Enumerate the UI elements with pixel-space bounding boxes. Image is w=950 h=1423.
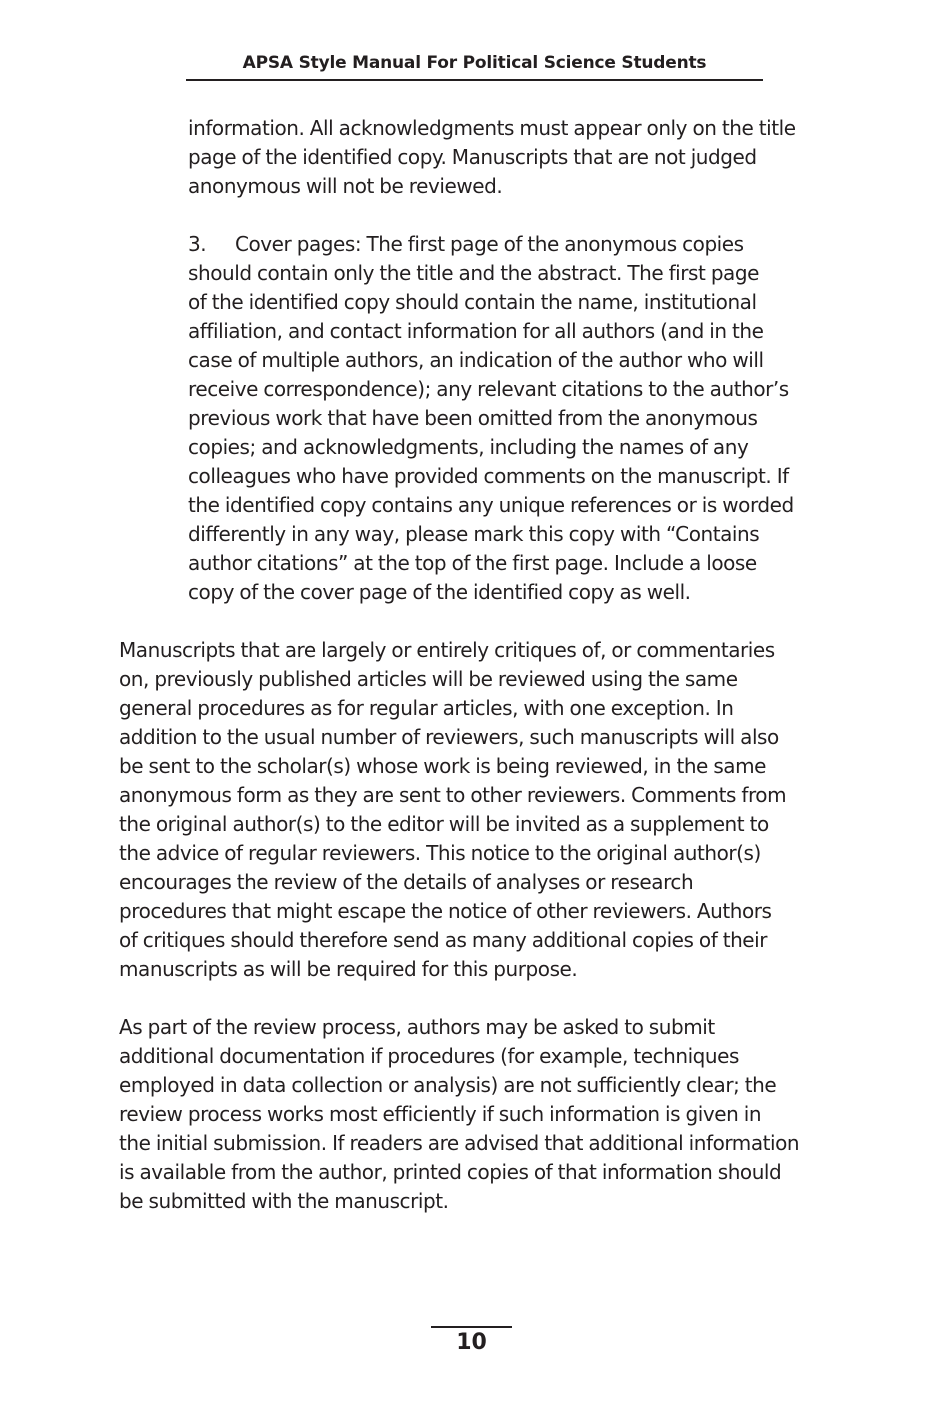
- text-line: copy of the cover page of the identified copy as well.: [188, 580, 691, 604]
- text-line: additional documentation if procedures (for example, techniques: [119, 1044, 739, 1068]
- text-line: copies; and acknowledgments, including the names of any: [188, 435, 749, 459]
- text-line: is available from the author, printed copies of that information should: [119, 1160, 782, 1184]
- text-line: anonymous form as they are sent to other reviewers. Comments from: [119, 783, 787, 807]
- text-line: page of the identified copy. Manuscripts that are not judged: [188, 145, 757, 169]
- text-line: receive correspondence); any relevant citations to the author’s: [188, 377, 789, 401]
- continued-paragraph: [188, 114, 796, 201]
- text-line: the original author(s) to the editor will be invited as a supplement to: [119, 812, 769, 836]
- list-item-cover-pages: [188, 230, 794, 607]
- running-header-title: APSA Style Manual For Political Science Students: [242, 53, 707, 73]
- text-line: be sent to the scholar(s) whose work is being reviewed, in the same: [119, 754, 766, 778]
- paragraph-review-process: [119, 1013, 799, 1216]
- text-line: case of multiple authors, an indication of the author who will: [188, 348, 764, 372]
- text-line: addition to the usual number of reviewers, such manuscripts will also: [119, 725, 779, 749]
- text-line: be submitted with the manuscript.: [119, 1189, 449, 1213]
- text-line: Cover pages: The first page of the anonymous copies: [235, 232, 744, 256]
- text-line: of critiques should therefore send as many additional copies of their: [119, 928, 768, 952]
- text-line: the advice of regular reviewers. This notice to the original author(s): [119, 841, 761, 865]
- text-line: anonymous will not be reviewed.: [188, 174, 503, 198]
- text-line: information. All acknowledgments must appear only on the title: [188, 116, 796, 140]
- text-line: Manuscripts that are largely or entirely critiques of, or commentaries: [119, 638, 775, 662]
- list-item-first-line: [188, 230, 794, 259]
- text-line: procedures that might escape the notice of other reviewers. Authors: [119, 899, 772, 923]
- text-line: should contain only the title and the abstract. The first page: [188, 261, 759, 285]
- list-item-number: 3.: [188, 232, 207, 256]
- text-line: author citations” at the top of the first page. Include a loose: [188, 551, 757, 575]
- text-line: colleagues who have provided comments on the manuscript. If: [188, 464, 789, 488]
- page-number: 10: [456, 1330, 487, 1355]
- text-line: the initial submission. If readers are advised that additional information: [119, 1131, 800, 1155]
- text-line: employed in data collection or analysis) are not sufficiently clear; the: [119, 1073, 777, 1097]
- text-line: affiliation, and contact information for all authors (and in the: [188, 319, 764, 343]
- text-line: general procedures as for regular articles, with one exception. In: [119, 696, 734, 720]
- text-line: As part of the review process, authors may be asked to submit: [119, 1015, 715, 1039]
- text-line: manuscripts as will be required for this purpose.: [119, 957, 578, 981]
- text-line: differently in any way, please mark this copy with “Contains: [188, 522, 760, 546]
- footer-rule: [431, 1326, 512, 1328]
- paragraph-critiques: [119, 636, 786, 984]
- text-line: on, previously published articles will be reviewed using the same: [119, 667, 738, 691]
- text-line: previous work that have been omitted from the anonymous: [188, 406, 758, 430]
- text-line: of the identified copy should contain the name, institutional: [188, 290, 757, 314]
- text-line: encourages the review of the details of analyses or research: [119, 870, 694, 894]
- header-rule: [186, 79, 763, 81]
- text-line: the identified copy contains any unique references or is worded: [188, 493, 794, 517]
- text-line: review process works most efficiently if such information is given in: [119, 1102, 762, 1126]
